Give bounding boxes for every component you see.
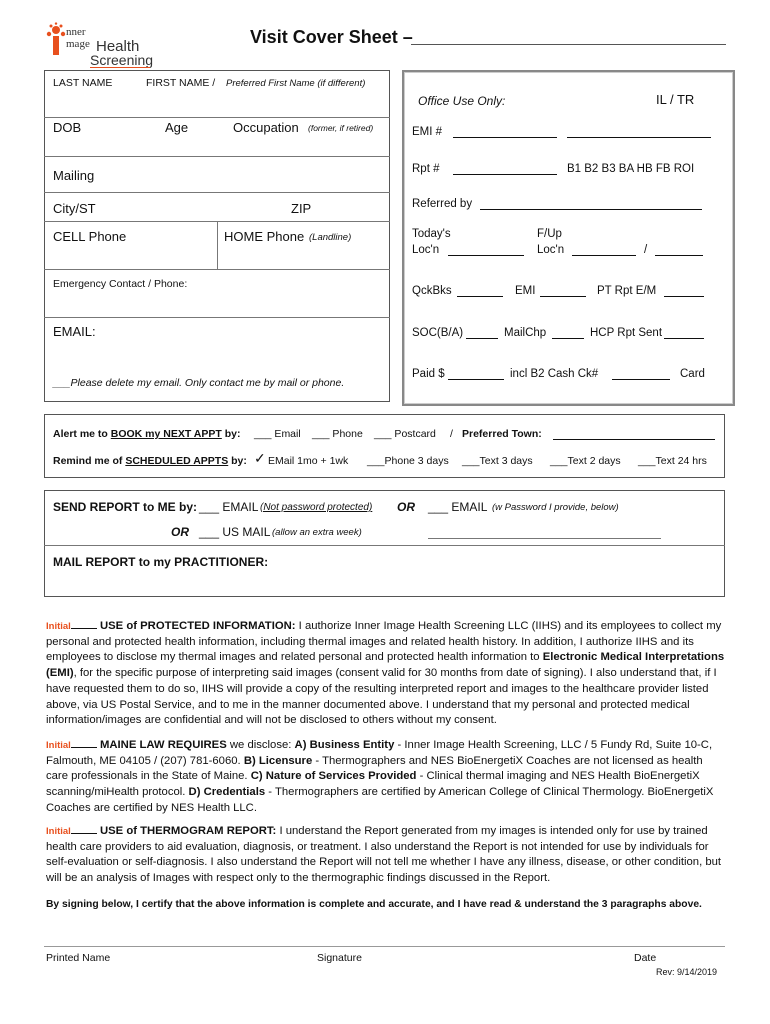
- followup-locn-field[interactable]: [572, 245, 636, 256]
- paid-field[interactable]: [448, 369, 504, 380]
- zip-label: ZIP: [291, 201, 312, 216]
- signature-label: Signature: [317, 952, 362, 964]
- thermogram-report-paragraph: [46, 823, 726, 887]
- logo-line1: nner: [66, 26, 86, 38]
- mail-practitioner-label: MAIL REPORT to my PRACTITIONER:: [53, 555, 269, 569]
- p2-text-4: - Clinical thermal imaging and NES Health BioEnergetiX scanning/miHealth protocol.: [46, 770, 700, 799]
- page-title: Visit Cover Sheet –: [250, 27, 413, 47]
- remind-label-u: SCHEDULED APPTS: [125, 455, 229, 467]
- soc-field[interactable]: [466, 328, 498, 339]
- book-alert-label-pre: Alert me to: [53, 428, 111, 440]
- office-use-box: [402, 70, 735, 406]
- mailchp-field[interactable]: [552, 328, 584, 339]
- followup-label: F/Up: [537, 228, 562, 240]
- logo-brand1: Health: [96, 38, 140, 55]
- logo-brand2: Screening: [90, 52, 154, 68]
- occupation-note: (former, if retired): [308, 123, 374, 133]
- remind-label-pre: Remind me of: [53, 455, 126, 467]
- p2-b: B) Licensure: [243, 754, 313, 767]
- hcp-rpt-field[interactable]: [664, 328, 704, 339]
- send-us-mail-option[interactable]: ___ US MAIL: [199, 525, 271, 539]
- il-tr-label: IL / TR: [656, 92, 695, 107]
- first-name-label: FIRST NAME /: [146, 77, 216, 89]
- initial-label-2: Initial: [46, 740, 71, 751]
- paid-label: Paid $: [412, 368, 445, 380]
- pt-rpt-field[interactable]: [664, 286, 704, 297]
- home-phone-note: (Landline): [309, 232, 352, 243]
- p2-text-3: - Thermographers and NES BioEnergetiX Coaches are not licensed as health care professionals in the State of Maine.: [46, 754, 703, 783]
- preferred-town-field[interactable]: [553, 429, 715, 440]
- remind-text2-option[interactable]: ___Text 2 days: [550, 455, 621, 467]
- remind-email-option[interactable]: EMail 1mo + 1wk: [268, 455, 349, 467]
- appointment-alerts-box: [44, 414, 725, 478]
- referred-by-label: Referred by: [412, 198, 473, 210]
- p2-text-1: we disclose:: [226, 739, 295, 751]
- rpt-number-field[interactable]: [453, 164, 557, 175]
- cell-phone-label: CELL Phone: [53, 229, 127, 244]
- emergency-contact-label: Emergency Contact / Phone:: [53, 278, 188, 290]
- book-alert-label-post: by:: [221, 428, 241, 440]
- emi-extra-field[interactable]: [567, 127, 711, 138]
- p2-a: A) Business Entity: [294, 739, 395, 751]
- p3-text: I understand the Report generated from my images is intended only for use by trained health care providers to aid evaluation, diagnosis, or treatment. I also understand the Report is not intended for use by individuals for self-evaluation or self-diagnosis. I also understand the Report will not tell me whether I have any illness, disease, or other condition, but will be an analysis of Images with respect only to the thermographic findings discussed in the Report.: [46, 825, 722, 885]
- initial-field-3[interactable]: [71, 823, 97, 834]
- remind-phone-option[interactable]: ___Phone 3 days: [367, 455, 449, 467]
- occupation-label: Occupation: [233, 120, 299, 135]
- check-number-field[interactable]: [612, 369, 670, 380]
- send-report-label: SEND REPORT to ME by:: [53, 500, 198, 514]
- logo-underline: [90, 67, 150, 68]
- p2-text-5: - Thermographers are certified by American College of Clinical Thermology. BioEnergetiX Coaches are certified by NES Health LLC.: [46, 786, 714, 814]
- title-blank[interactable]: [411, 44, 726, 45]
- initial-label-3: Initial: [46, 826, 71, 837]
- rpt-number-label: Rpt #: [412, 163, 440, 175]
- emi-number-label: EMI #: [412, 126, 443, 138]
- certify-statement: By signing below, I certify that the above information is complete and accurate, and I have read & understand the 3 paragraphs above.: [46, 899, 702, 910]
- email-label: EMAIL:: [53, 324, 96, 339]
- initial-label-1: Initial: [46, 621, 71, 632]
- pt-rpt-label: PT Rpt E/M: [597, 285, 657, 297]
- signature-line[interactable]: [44, 946, 725, 947]
- referred-by-field[interactable]: [480, 199, 702, 210]
- name-field[interactable]: [46, 92, 388, 116]
- p1-heading: USE of PROTECTED INFORMATION:: [99, 620, 296, 632]
- p1-text-b: , for the specific purpose of interpreting said images (consent valid for 30 months from date of signing). I also understand that, if I have requested them to do so, IIHS will provide a copy of the resulting interpreted report and images to the healthcare provider listed above, via US Postal Service, and to me in the manner documented above. I understand that my personal and protected medical information/images are confidential and will not be disclosed to others without my consent.: [46, 667, 717, 727]
- date-label: Date: [634, 952, 657, 964]
- p2-d: D) Credentials: [188, 786, 266, 799]
- alert-phone-option[interactable]: ___ Phone: [312, 428, 363, 440]
- remind-label-post: by:: [228, 455, 247, 467]
- emi-number-field[interactable]: [453, 127, 557, 138]
- emi-status-label: EMI: [515, 285, 536, 297]
- followup-locn-label: Loc'n: [537, 244, 565, 256]
- followup-slash: /: [644, 244, 648, 256]
- initial-field-1[interactable]: [71, 618, 97, 629]
- logo-line2: mage: [66, 38, 90, 50]
- qckbks-field[interactable]: [457, 286, 503, 297]
- printed-name-label: Printed Name: [46, 952, 111, 964]
- alert-slash: /: [450, 428, 453, 440]
- hcp-rpt-label: HCP Rpt Sent: [590, 327, 663, 339]
- p2-c: C) Nature of Services Provided: [250, 770, 417, 783]
- p2-text-2: - Inner Image Health Screening, LLC / 5 Fundy Rd, Suite 10-C, Falmouth, ME 04105 / (207) 781-6060.: [46, 739, 713, 767]
- p2-heading: MAINE LAW REQUIRES: [99, 739, 227, 751]
- mailing-label: Mailing: [53, 168, 95, 183]
- followup-date-field[interactable]: [655, 245, 703, 256]
- alert-postcard-option[interactable]: ___ Postcard: [374, 428, 436, 440]
- send-us-mail-note: (allow an extra week): [272, 527, 362, 538]
- report-codes: B1 B2 B3 BA HB FB ROI: [567, 163, 695, 175]
- p1-text-a: I authorize Inner Image Health Screening LLC (IIHS) and its employees to collect my personal and protected health information, including thermal images and related health history. In addition, I authorize IIHS and its employees to disclose my thermal images and related personal and protected health information to: [46, 620, 722, 664]
- send-or-label-2: OR: [171, 525, 189, 539]
- alert-email-option[interactable]: ___ Email: [254, 428, 301, 440]
- send-or-label-1: OR: [397, 500, 415, 514]
- qckbks-label: QckBks: [412, 285, 452, 297]
- remind-text3-option[interactable]: ___Text 3 days: [462, 455, 533, 467]
- password-field[interactable]: [428, 538, 661, 539]
- protected-info-paragraph: [46, 618, 726, 729]
- maine-law-paragraph: [46, 737, 726, 817]
- delete-email-option[interactable]: ___Please delete my email. Only contact me by mail or phone.: [53, 377, 345, 389]
- p1-emi-bold: Electronic Medical Interpretations (EMI): [46, 651, 725, 680]
- mailchp-label: MailChp: [504, 327, 547, 339]
- todays-locn-field[interactable]: [448, 245, 524, 256]
- city-label: City/ST: [53, 201, 96, 216]
- last-name-label: LAST NAME: [53, 77, 113, 89]
- remind-row: [53, 455, 247, 467]
- book-alert-label-u: BOOK my NEXT APPT: [110, 428, 222, 440]
- card-label: Card: [680, 368, 705, 380]
- preferred-town-label: Preferred Town:: [462, 428, 542, 440]
- logo: [44, 22, 154, 68]
- initial-field-2[interactable]: [71, 737, 97, 748]
- emi-status-field[interactable]: [540, 286, 586, 297]
- remind-text24-option[interactable]: ___Text 24 hrs: [638, 455, 707, 467]
- dob-label: DOB: [53, 120, 82, 135]
- payment-options: incl B2 Cash Ck#: [510, 368, 599, 380]
- todays-locn-label: Loc'n: [412, 244, 440, 256]
- send-email-unprotected-note: (Not password protected): [260, 502, 373, 513]
- soc-label: SOC(B/A): [412, 327, 464, 339]
- send-email-unprotected-option[interactable]: ___ EMAIL: [199, 500, 259, 514]
- send-email-protected-note: (w Password I provide, below): [492, 502, 619, 513]
- remind-email-checkmark-icon[interactable]: ✓: [254, 450, 266, 466]
- office-use-label: Office Use Only:: [418, 94, 506, 108]
- p3-heading: USE of THERMOGRAM REPORT:: [99, 825, 277, 837]
- age-label: Age: [165, 120, 189, 135]
- send-email-protected-option[interactable]: ___ EMAIL: [428, 500, 488, 514]
- todays-label: Today's: [412, 228, 451, 240]
- preferred-name-label: Preferred First Name (if different): [226, 78, 366, 89]
- home-phone-label: HOME Phone: [224, 229, 305, 244]
- revision-label: Rev: 9/14/2019: [656, 967, 718, 977]
